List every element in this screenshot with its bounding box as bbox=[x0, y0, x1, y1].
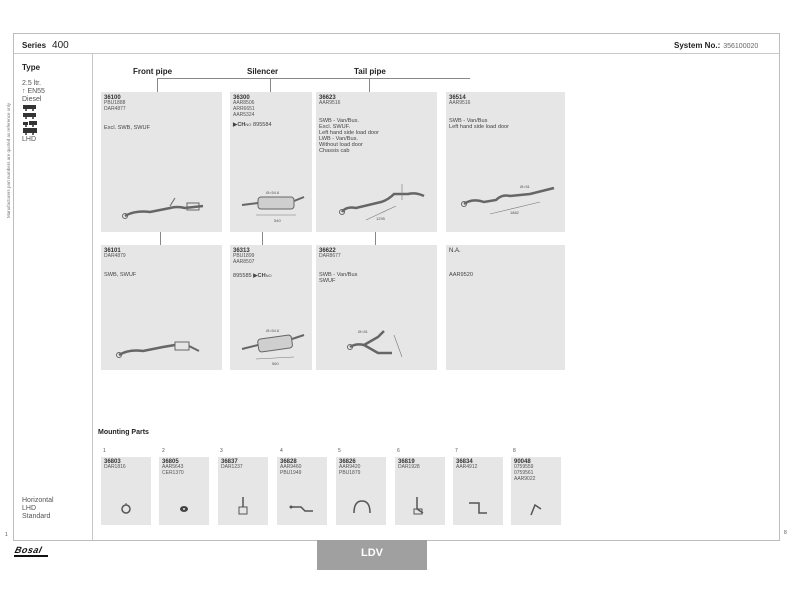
mount-ref: DAR1928 bbox=[398, 464, 420, 470]
part-number: 36313 bbox=[233, 248, 250, 254]
mount-index: 8 bbox=[513, 448, 516, 454]
front-pipe-drawing-icon bbox=[113, 333, 203, 363]
row-connector bbox=[375, 232, 376, 246]
mount-ref: AAR9420 bbox=[339, 464, 361, 470]
part-cell[interactable] bbox=[230, 92, 312, 232]
mount-number: 36828 bbox=[280, 459, 297, 465]
arrow-icon: ▶ bbox=[233, 122, 238, 128]
bus-icon bbox=[22, 128, 45, 136]
mount-number: 36826 bbox=[339, 459, 356, 465]
part-description: SWB, SWUF bbox=[104, 272, 137, 278]
part-number: N.A. bbox=[449, 248, 461, 254]
desc-line: SWUF bbox=[319, 278, 336, 284]
part-cell[interactable] bbox=[446, 92, 565, 232]
mount-part-cell[interactable] bbox=[159, 457, 209, 525]
mount-refs bbox=[514, 465, 535, 482]
desc-line: SWB - Van/Bus bbox=[319, 272, 358, 278]
desc-line: Excl. SWUF. bbox=[319, 124, 351, 130]
part-number: 36300 bbox=[233, 95, 250, 101]
part-ref: AAR9516 bbox=[449, 100, 471, 106]
mount-part-cell[interactable] bbox=[511, 457, 561, 525]
page-tag: LDV bbox=[361, 547, 383, 559]
part-ref: PBU1888 bbox=[104, 100, 126, 106]
drive-side: LHD bbox=[22, 136, 37, 143]
svg-text:Ø=51: Ø=51 bbox=[358, 329, 368, 334]
part-refs bbox=[319, 254, 341, 260]
page-mark-left: 1 bbox=[5, 532, 8, 538]
part-description: Excl. SWB, SWUF bbox=[104, 125, 150, 131]
mounting-parts-title: Mounting Parts bbox=[98, 429, 149, 436]
engine-size: 2.5 ltr. bbox=[22, 80, 42, 87]
tail-pipe-short-drawing-icon bbox=[344, 323, 414, 368]
part-ref: AAR8507 bbox=[233, 258, 255, 265]
mount-number: 36837 bbox=[221, 459, 238, 465]
part-ref: AAR5324 bbox=[233, 111, 255, 118]
part-refs bbox=[449, 101, 470, 107]
page-mark-right: 8 bbox=[784, 530, 787, 536]
part-description bbox=[319, 118, 379, 154]
mount-part-cell[interactable] bbox=[277, 457, 327, 525]
angle-bracket-icon bbox=[465, 497, 491, 519]
part-ref: DAR4877 bbox=[104, 105, 126, 112]
mount-part-cell[interactable] bbox=[101, 457, 151, 525]
part-ref: AAR9516 bbox=[319, 100, 341, 106]
hook-hanger-icon bbox=[350, 495, 374, 519]
mount-index: 6 bbox=[397, 448, 400, 454]
part-description: AAR9520 bbox=[449, 272, 473, 278]
row-connector bbox=[262, 232, 263, 246]
mount-ref: 0759559 bbox=[514, 464, 534, 470]
header-connector-tick bbox=[270, 78, 271, 92]
column-header-silencer: Silencer bbox=[247, 67, 279, 76]
part-refs bbox=[233, 101, 255, 118]
desc-line: SWB - Van/Bus bbox=[449, 118, 488, 124]
mount-index: 5 bbox=[338, 448, 341, 454]
ch-label: CH bbox=[257, 273, 266, 279]
part-cell[interactable] bbox=[316, 92, 437, 232]
header-divider bbox=[14, 53, 779, 54]
sidebar-divider bbox=[92, 54, 93, 540]
series-label: Series bbox=[22, 41, 47, 50]
mount-refs bbox=[162, 465, 184, 477]
installation-orientation: Horizontal bbox=[22, 497, 54, 504]
column-header-front-pipe: Front pipe bbox=[133, 67, 173, 76]
truck-icon bbox=[22, 120, 45, 128]
mount-ref: PBU1879 bbox=[339, 469, 361, 476]
part-cell[interactable] bbox=[101, 245, 222, 370]
mount-refs bbox=[280, 465, 301, 477]
installation-info bbox=[22, 497, 54, 521]
part-description bbox=[449, 118, 509, 130]
svg-text:1882: 1882 bbox=[510, 210, 519, 215]
system-value: 356100020 bbox=[723, 43, 759, 50]
system-number bbox=[674, 41, 758, 50]
desc-line: SWB - Van/Bus. bbox=[319, 118, 359, 124]
hanger-icon bbox=[289, 499, 315, 517]
part-number: 36514 bbox=[449, 95, 466, 101]
vertical-disclaimer: Manufacturers part numbers are quoted as reference only bbox=[6, 102, 11, 218]
mount-index: 4 bbox=[280, 448, 283, 454]
ch-label: CH bbox=[237, 122, 246, 128]
header-connector-tick bbox=[157, 78, 158, 92]
part-cell[interactable] bbox=[446, 245, 565, 370]
mount-index: 3 bbox=[220, 448, 223, 454]
arrow-icon: ▶ bbox=[253, 273, 258, 279]
part-refs bbox=[104, 101, 126, 113]
mount-index: 7 bbox=[455, 448, 458, 454]
part-cell[interactable] bbox=[101, 92, 222, 232]
mount-ref: AAR9460 bbox=[280, 464, 302, 470]
part-refs bbox=[319, 101, 340, 107]
mount-ref: AAR9022 bbox=[514, 475, 536, 482]
brand-logo-underline bbox=[14, 555, 48, 557]
mount-number: 36834 bbox=[456, 459, 473, 465]
mount-part-cell[interactable] bbox=[218, 457, 268, 525]
ch-value: 895585 bbox=[233, 273, 252, 279]
system-label: System No.: bbox=[674, 41, 721, 50]
vehicle-type-info bbox=[22, 80, 45, 144]
series-heading bbox=[22, 40, 69, 51]
tail-pipe-long-drawing-icon bbox=[460, 180, 560, 220]
part-number: 36623 bbox=[319, 95, 336, 101]
svg-text:Ø=51: Ø=51 bbox=[520, 184, 530, 189]
mount-ref: AAR4912 bbox=[456, 464, 478, 470]
part-refs bbox=[104, 254, 126, 260]
mount-ref: CER1370 bbox=[162, 469, 184, 476]
column-header-tail-pipe: Tail pipe bbox=[354, 67, 386, 76]
header-connector-tick bbox=[369, 78, 370, 92]
desc-line: LWB - Van/Bus. bbox=[319, 136, 358, 142]
svg-text:1295: 1295 bbox=[376, 216, 385, 221]
clamp-icon bbox=[118, 501, 134, 517]
emission-norm: ↑ EN55 bbox=[22, 88, 45, 95]
ch-value: 895584 bbox=[252, 122, 272, 128]
part-ref: AAR8506 bbox=[233, 100, 255, 106]
series-value: 400 bbox=[52, 40, 69, 51]
mount-part-cell[interactable] bbox=[453, 457, 503, 525]
part-number: 36100 bbox=[104, 95, 121, 101]
part-description bbox=[319, 272, 357, 284]
mount-ref: DAR1816 bbox=[104, 464, 126, 470]
strap-bracket-icon bbox=[409, 495, 429, 519]
brand-logo: Bosal bbox=[13, 545, 44, 555]
part-cell[interactable] bbox=[230, 245, 312, 370]
part-ref: DAR4879 bbox=[104, 253, 126, 259]
mount-number: 36819 bbox=[398, 459, 415, 465]
part-ref: ARR6651 bbox=[233, 105, 255, 112]
van-icon bbox=[22, 112, 45, 120]
installation-variant: Standard bbox=[22, 513, 51, 520]
mount-number: 36803 bbox=[104, 459, 121, 465]
part-number: 36101 bbox=[104, 248, 121, 254]
front-pipe-drawing-icon bbox=[115, 192, 205, 222]
part-number: 36622 bbox=[319, 248, 336, 254]
svg-text:560: 560 bbox=[272, 361, 279, 366]
svg-text:Ø=54.6: Ø=54.6 bbox=[266, 328, 280, 333]
mount-part-cell[interactable] bbox=[395, 457, 445, 525]
mount-ref: DAR1237 bbox=[221, 464, 243, 470]
svg-text:Ø=54.6: Ø=54.6 bbox=[266, 190, 280, 195]
rubber-mount-icon bbox=[176, 501, 192, 517]
part-ref: PBU1899 bbox=[233, 253, 255, 259]
svg-text:540: 540 bbox=[274, 218, 281, 223]
mount-ref: 0759561 bbox=[514, 469, 534, 476]
fuel-type: Diesel bbox=[22, 96, 42, 103]
type-title: Type bbox=[22, 63, 41, 72]
desc-line: Chassis cab bbox=[319, 148, 350, 154]
mount-number: 36805 bbox=[162, 459, 179, 465]
part-cell[interactable] bbox=[316, 245, 437, 370]
bracket-icon bbox=[234, 495, 252, 517]
desc-line: Without load door bbox=[319, 142, 363, 148]
ch-reference: ▶CHNO 895584 bbox=[233, 122, 272, 128]
mount-ref: PBU1949 bbox=[280, 469, 302, 476]
part-ref: DAR8677 bbox=[319, 253, 341, 259]
installation-drive: LHD bbox=[22, 505, 37, 512]
part-refs bbox=[233, 254, 254, 266]
mount-index: 2 bbox=[162, 448, 165, 454]
clip-icon bbox=[527, 501, 545, 519]
silencer-drawing-icon bbox=[238, 323, 308, 368]
row-connector bbox=[160, 232, 161, 246]
desc-line: Left hand side load door bbox=[319, 130, 380, 136]
desc-line: Left hand side load door bbox=[449, 124, 510, 130]
silencer-drawing-icon bbox=[238, 187, 308, 227]
van-icon bbox=[22, 104, 45, 112]
mount-number: 90048 bbox=[514, 459, 531, 465]
header-connector-ext bbox=[320, 78, 470, 79]
mount-part-cell[interactable] bbox=[336, 457, 386, 525]
mount-ref: AAR5643 bbox=[162, 464, 184, 470]
tail-pipe-drawing-icon bbox=[336, 180, 431, 225]
ch-reference: 895585 ▶CHNO bbox=[233, 273, 272, 279]
mount-refs bbox=[339, 465, 360, 477]
mount-index: 1 bbox=[103, 448, 106, 454]
